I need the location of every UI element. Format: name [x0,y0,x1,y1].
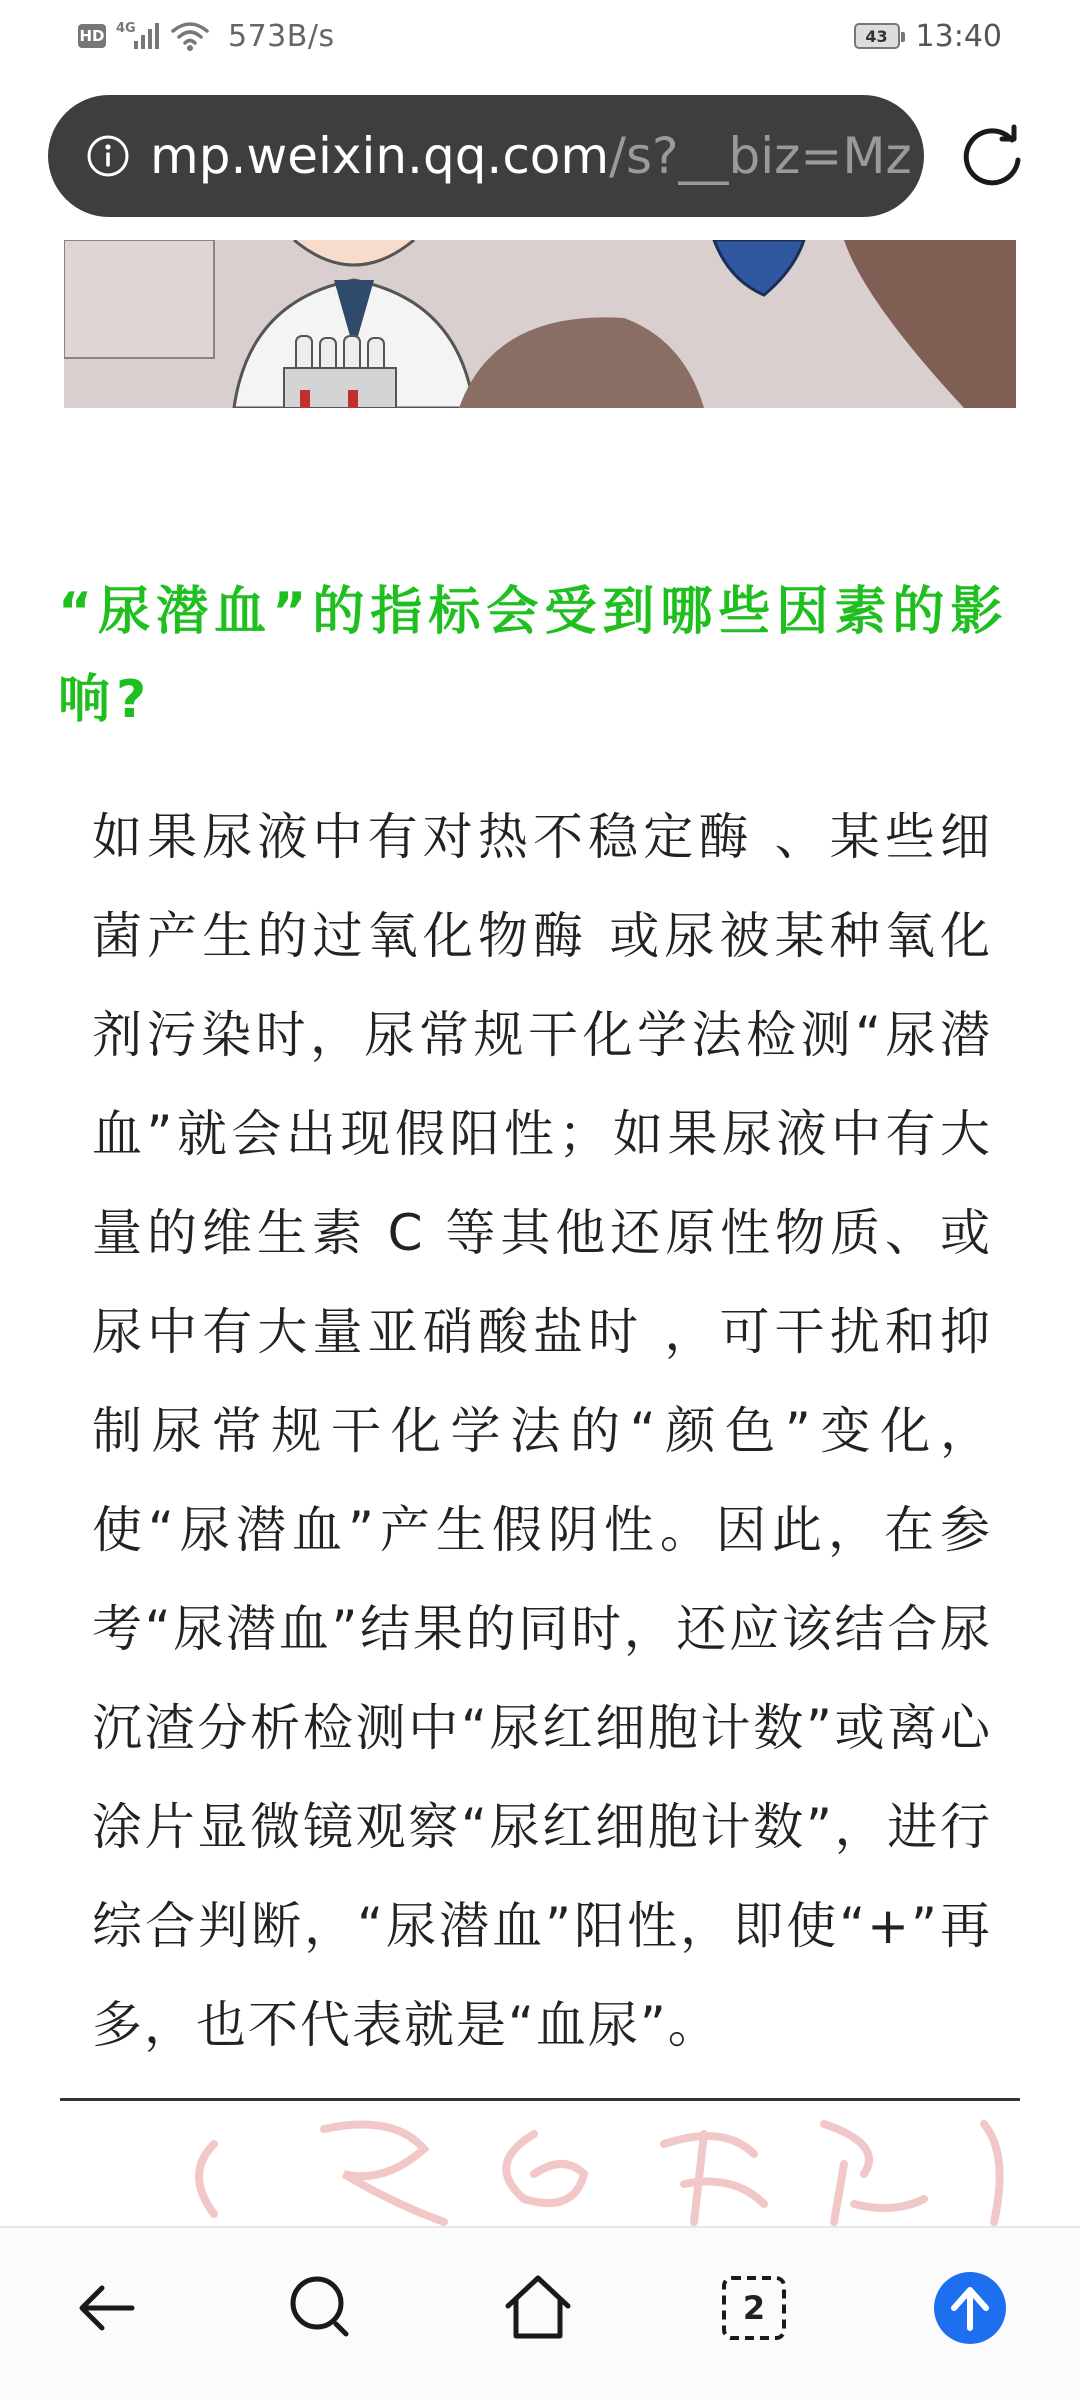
tabs-button[interactable] [714,2268,794,2348]
scroll-top-button[interactable] [930,2268,1010,2348]
arrow-up-circle-icon [930,2268,1010,2348]
hd-icon: HD [78,24,106,48]
section-divider [60,2098,1020,2101]
bottom-toolbar [0,2226,1080,2400]
info-icon[interactable] [86,134,130,178]
search-button[interactable] [282,2268,362,2348]
network-type: 4G [116,21,136,36]
battery-icon: 43 [854,23,900,49]
back-button[interactable] [68,2268,148,2348]
next-illustration [64,2104,1016,2226]
section-heading: “尿潜血”的指标会受到哪些因素的影响? [58,582,1009,730]
status-left [78,16,335,56]
page-content[interactable] [0,240,1080,2226]
status-bar [0,0,1080,72]
arrow-left-icon [68,2268,148,2348]
home-icon [498,2268,578,2348]
reload-icon[interactable] [958,122,1026,190]
address-bar[interactable] [48,95,924,217]
search-icon [282,2268,362,2348]
article-paragraph: 如果尿液中有对热不稳定酶 、某些细菌产生的过氧化物酶 或尿被某种氧化剂污染时，尿常规干化学法检测“尿潜血”就会出现假阳性；如果尿液中有大量的维生素 C 等其他还原性物质、或尿中有大量亚硝酸盐时 ，可干扰和抑制尿常规干化学法的“颜色”变化，使“尿潜血”产生假阴性。因此，在参考“尿潜血”结果的同时，还应该结合尿沉渣分析检测中“尿红细胞计数”或离心涂片显微镜观察“尿红细胞计数”，进行综合判断，“尿潜血”阳性，即使“+”再多，也不代表就是“血尿”。 [92,808,992,2054]
cellular-signal-icon [116,19,160,53]
home-button[interactable] [498,2268,578,2348]
status-right [854,16,1002,56]
url-text[interactable] [150,127,924,185]
url-host: mp.weixin.qq.com [150,127,610,185]
clock: 13:40 [915,18,1002,54]
url-path: /s?__biz=Mz [609,127,912,185]
wifi-icon [170,19,210,53]
network-speed: 573B/s [228,18,335,54]
article-illustration [64,240,1016,408]
tab-count: 2 [742,2289,766,2327]
